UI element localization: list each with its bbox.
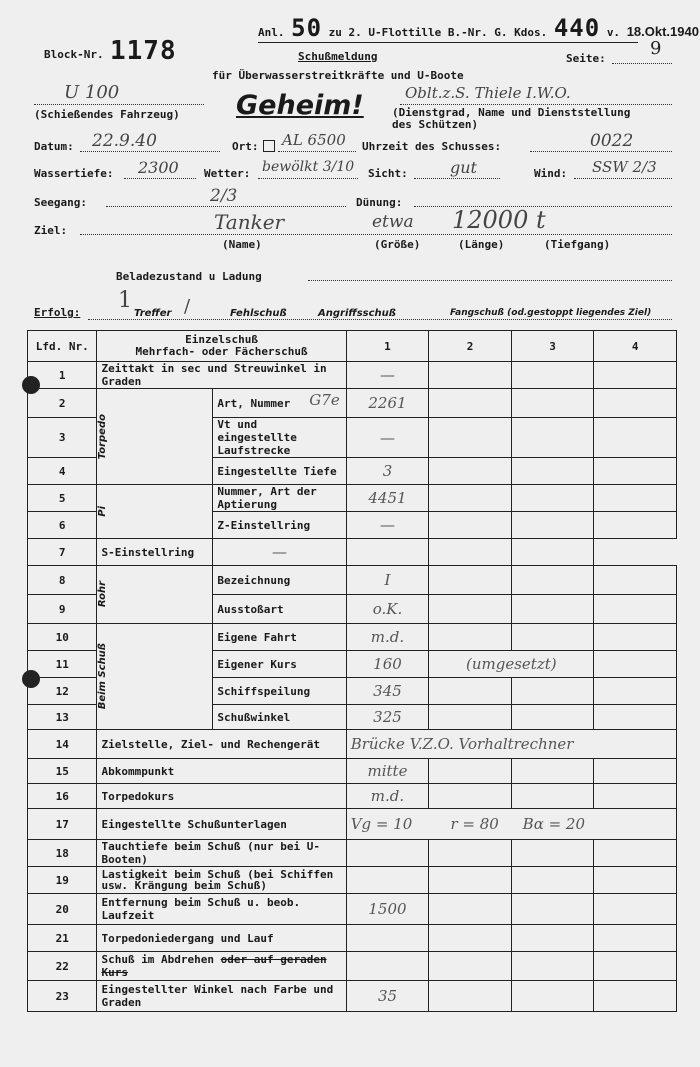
row-value-col-4 <box>594 651 677 678</box>
row-number: 7 <box>28 539 97 566</box>
row-label: Zielstelle, Ziel- und Rechengerät <box>97 730 346 759</box>
header-col-4: 4 <box>594 331 677 362</box>
table-row <box>28 840 677 867</box>
row-value-span: Vg = 10 r = 80 Bα = 20 <box>346 809 676 840</box>
sicht-value: gut <box>450 158 477 177</box>
row-value-col-1: 2261 <box>346 389 429 418</box>
table-row <box>28 485 677 512</box>
row-value-col-2 <box>429 840 512 867</box>
officer-dots <box>400 104 672 105</box>
row-value-col-1 <box>346 840 429 867</box>
header-col-2: 2 <box>429 331 512 362</box>
table-row <box>28 389 677 418</box>
ziel-laenge-value: 12000 t <box>452 206 546 234</box>
form-title: Schußmeldung <box>298 50 378 63</box>
row-value-col-2: (umgesetzt) <box>429 651 594 678</box>
row-label: Zeittakt in sec und Streuwinkel in Graden <box>97 362 346 389</box>
row-value-col-4 <box>594 389 677 418</box>
row-value-col-1: 35 <box>346 981 429 1012</box>
row-value-col-4 <box>594 512 677 539</box>
table-row <box>28 981 677 1012</box>
row-value-col-2 <box>429 458 512 485</box>
row-value-col-4 <box>594 894 677 925</box>
belade-label: Beladezustand u Ladung <box>116 270 262 283</box>
row-value-col-3 <box>511 925 594 952</box>
name-label: (Name) <box>222 238 262 251</box>
row-number: 21 <box>28 925 97 952</box>
row-value-col-4 <box>594 759 677 784</box>
shot-table <box>27 330 677 1012</box>
row-value-col-1: o.K. <box>346 595 429 624</box>
row-number: 17 <box>28 809 97 840</box>
table-row <box>28 784 677 809</box>
row-value-col-4 <box>594 867 677 894</box>
row-value-col-1: 1500 <box>346 894 429 925</box>
row-value-col-4 <box>594 458 677 485</box>
wind-label: Wind: <box>534 167 568 180</box>
row-value-col-3 <box>511 981 594 1012</box>
row-value-col-3 <box>511 840 594 867</box>
row-label: Torpedokurs <box>97 784 346 809</box>
row-value-col-1: 345 <box>346 678 429 705</box>
row-number: 8 <box>28 566 97 595</box>
row-value-col-1: m.d. <box>346 784 429 809</box>
row-value-col-3 <box>511 894 594 925</box>
group-torpedo <box>97 389 213 485</box>
header-rule <box>258 42 638 43</box>
sicht-dots <box>414 178 500 179</box>
table-row <box>28 624 677 651</box>
row-value-col-2 <box>429 512 512 539</box>
row-number: 3 <box>28 418 97 458</box>
row-value-col-4 <box>594 784 677 809</box>
row-label-part: Schuß im Abdrehen <box>101 953 221 966</box>
ziel-label: Ziel: <box>34 224 68 237</box>
table-row <box>28 952 677 981</box>
row-label: Art, Nummer G7e <box>213 389 346 418</box>
row-value-col-1 <box>346 925 429 952</box>
row-number: 9 <box>28 595 97 624</box>
row-value-col-3 <box>511 485 594 512</box>
row-value-col-1: 3 <box>346 458 429 485</box>
group-label: Beim Schuß <box>97 643 109 710</box>
row-number: 10 <box>28 624 97 651</box>
row-number: 11 <box>28 651 97 678</box>
wetter-dots <box>258 178 358 179</box>
ziel-groesse-value: etwa <box>372 212 414 232</box>
row-value-col-4 <box>594 485 677 512</box>
row-value-col-4 <box>594 678 677 705</box>
row-label: Z-Einstellring <box>213 512 346 539</box>
row-number: 5 <box>28 485 97 512</box>
row-value-col-2 <box>429 894 512 925</box>
row-label: Ausstoßart <box>213 595 346 624</box>
seegang-value: 2/3 <box>210 186 238 206</box>
header-desc-line2: Mehrfach- oder Fächerschuß <box>135 345 308 358</box>
table-row <box>28 867 677 894</box>
row-label-struck: oder auf geraden Kurs <box>101 953 327 979</box>
row-label: Eingestellte Schußunterlagen <box>97 809 346 840</box>
row-value-col-3 <box>511 418 594 458</box>
group-beim-schuss <box>97 624 213 730</box>
row-label: Vt und eingestellte Laufstrecke <box>213 418 346 458</box>
row-value-col-4 <box>594 981 677 1012</box>
ort-checkbox <box>263 140 275 152</box>
group-pi <box>97 485 213 539</box>
punch-hole-bottom <box>22 670 40 688</box>
row-value-col-4 <box>594 595 677 624</box>
row-value-col-4 <box>594 925 677 952</box>
row-value-col-3 <box>511 759 594 784</box>
duenung-label: Dünung: <box>356 196 403 209</box>
row-number: 20 <box>28 894 97 925</box>
erfolg-dots <box>88 319 672 320</box>
belade-dots <box>308 280 672 281</box>
row-value-col-3 <box>511 624 594 651</box>
table-row <box>28 925 677 952</box>
row-label: Eigene Fahrt <box>213 624 346 651</box>
group-label: Torpedo <box>97 413 109 460</box>
row-value-col-2 <box>429 595 512 624</box>
form-subtitle: für Überwasserstreitkräfte und U-Boote <box>212 69 464 82</box>
punch-hole-top <box>22 376 40 394</box>
wetter-value: bewölkt 3/10 <box>262 159 355 175</box>
row-value-col-1: m.d. <box>346 624 429 651</box>
boat-value: U 100 <box>64 82 120 103</box>
tiefgang-label: (Tiefgang) <box>544 238 611 251</box>
fang-label: Fangschuß (od.gestoppt liegendes Ziel) <box>450 308 652 318</box>
erfolg-mark-fehlschuss: / <box>184 296 191 317</box>
row-value-col-2 <box>346 539 429 566</box>
wassertiefe-label: Wassertiefe: <box>34 167 114 180</box>
datum-dots <box>80 151 220 152</box>
row-value-col-4 <box>594 840 677 867</box>
header-col-3: 3 <box>511 331 594 362</box>
row-label: Eingestellte Tiefe <box>213 458 346 485</box>
treffer-label: Treffer <box>134 308 172 319</box>
row-value-col-3 <box>511 952 594 981</box>
row-number: 23 <box>28 981 97 1012</box>
row-value-col-3 <box>429 539 512 566</box>
row-label: Nummer, Art der Aptierung <box>213 485 346 512</box>
row-number: 16 <box>28 784 97 809</box>
row-value-col-4 <box>511 539 594 566</box>
angriff-label: Angriffsschuß <box>318 308 396 319</box>
row-value-col-3 <box>511 389 594 418</box>
row-number: 4 <box>28 458 97 485</box>
wind-value: SSW 2/3 <box>592 158 657 176</box>
row-note: G7e <box>309 391 340 409</box>
row-label: Schußwinkel <box>213 705 346 730</box>
row-value-col-3 <box>511 595 594 624</box>
row-label: Eingestellter Winkel nach Farbe und Graden <box>97 981 346 1012</box>
secret-stamp: Geheim! <box>236 90 364 121</box>
row-value-col-2 <box>429 624 512 651</box>
erfolg-label: Erfolg: <box>34 306 81 319</box>
row-label: Torpedoniedergang und Lauf <box>97 925 346 952</box>
sicht-label: Sicht: <box>368 167 408 180</box>
row-value-col-3 <box>511 705 594 730</box>
wassertiefe-value: 2300 <box>138 158 179 177</box>
anl-line <box>258 14 699 42</box>
row-value-col-3 <box>511 784 594 809</box>
groesse-label: (Größe) <box>374 238 421 251</box>
row-value-col-3 <box>511 867 594 894</box>
row-value-col-4 <box>594 362 677 389</box>
row-value-col-1: 4451 <box>346 485 429 512</box>
wetter-label: Wetter: <box>204 167 251 180</box>
row-value-col-1: — <box>346 418 429 458</box>
row-number: 15 <box>28 759 97 784</box>
row-value-col-3 <box>511 362 594 389</box>
group-label: Rohr <box>97 581 109 608</box>
row-label: Entfernung beim Schuß u. beob. Laufzeit <box>97 894 346 925</box>
row-label: Abkommpunkt <box>97 759 346 784</box>
row-value-col-1: 325 <box>346 705 429 730</box>
row-number: 22 <box>28 952 97 981</box>
row-number: 12 <box>28 678 97 705</box>
row-label: Bezeichnung <box>213 566 346 595</box>
table-row <box>28 894 677 925</box>
header-date: 18.Okt.1940 <box>626 24 699 39</box>
row-value-col-1: — <box>346 362 429 389</box>
row-value-col-2 <box>429 759 512 784</box>
row-value-col-2 <box>429 678 512 705</box>
ort-value: AL 6500 <box>282 131 346 149</box>
row-number: 18 <box>28 840 97 867</box>
anl-mid: zu 2. U-Flottille B.-Nr. G. Kdos. <box>328 26 548 39</box>
table-row <box>28 730 677 759</box>
row-value-col-4 <box>594 705 677 730</box>
boat-dots <box>34 104 204 105</box>
row-value-col-3 <box>511 512 594 539</box>
fehlschuss-label: Fehlschuß <box>230 308 287 319</box>
header-nr: Lfd. Nr. <box>28 331 97 362</box>
ort-label: Ort: <box>232 140 259 153</box>
group-rohr <box>97 566 213 624</box>
header-col-1: 1 <box>346 331 429 362</box>
row-label: Tauchtiefe beim Schuß (nur bei U-Booten) <box>97 840 346 867</box>
row-value-col-1: mitte <box>346 759 429 784</box>
officer-label: (Dienstgrad, Name und Dienststellung des Schützen) <box>392 106 631 131</box>
row-value-col-3 <box>511 678 594 705</box>
row-value-col-2 <box>429 705 512 730</box>
row-value-span: Brücke V.Z.O. Vorhaltrechner <box>346 730 676 759</box>
uhrzeit-value: 0022 <box>590 131 634 151</box>
group-label: Pi <box>97 506 109 517</box>
erfolg-mark-treffer: 1 <box>118 288 132 313</box>
table-header-row <box>28 331 677 362</box>
row-value-col-1: — <box>346 512 429 539</box>
block-label: Block-Nr. <box>44 48 104 61</box>
table-row <box>28 759 677 784</box>
datum-value: 22.9.40 <box>92 131 157 151</box>
ziel-dots <box>80 234 672 235</box>
row-value-col-4 <box>594 624 677 651</box>
seite-dots <box>612 63 672 64</box>
boat-label: (Schießendes Fahrzeug) <box>34 108 180 121</box>
header-desc <box>97 331 346 362</box>
table-row <box>28 809 677 840</box>
anl-prefix: Anl. <box>258 26 285 39</box>
row-value-col-1 <box>346 867 429 894</box>
row-label: S-Einstellring <box>97 539 213 566</box>
laenge-label: (Länge) <box>458 238 505 251</box>
row-value-col-3 <box>511 458 594 485</box>
wind-dots <box>574 178 672 179</box>
uhrzeit-dots <box>530 151 672 152</box>
ziel-name-value: Tanker <box>214 210 285 234</box>
seite-value: 9 <box>650 38 662 59</box>
table-row <box>28 539 677 566</box>
row-value-col-4 <box>594 952 677 981</box>
anl-number: 50 <box>291 14 323 42</box>
row-value-col-2 <box>429 925 512 952</box>
row-value-col-2 <box>429 981 512 1012</box>
row-value-col-2 <box>429 784 512 809</box>
uhrzeit-label: Uhrzeit des Schusses: <box>362 140 502 153</box>
block-number: 1178 <box>110 36 177 66</box>
row-value-col-1: 160 <box>346 651 429 678</box>
row-value-col-3 <box>511 566 594 595</box>
row-value-col-2 <box>429 485 512 512</box>
datum-label: Datum: <box>34 140 74 153</box>
kdos-number: 440 <box>553 14 601 42</box>
row-number: 14 <box>28 730 97 759</box>
row-value-col-4 <box>594 418 677 458</box>
row-value-col-2 <box>429 418 512 458</box>
row-label: Lastigkeit beim Schuß (bei Schiffen usw. Krängung beim Schuß) <box>97 867 346 894</box>
row-number: 1 <box>28 362 97 389</box>
officer-value: Oblt.z.S. Thiele I.W.O. <box>405 84 571 102</box>
row-value-col-2 <box>429 362 512 389</box>
row-value-col-1: I <box>346 566 429 595</box>
table-row <box>28 362 677 389</box>
row-number: 6 <box>28 512 97 539</box>
row-label <box>97 952 346 981</box>
row-value-col-2 <box>429 952 512 981</box>
row-value-col-1 <box>346 952 429 981</box>
date-prefix: v. <box>606 26 621 39</box>
seite-label: Seite: <box>566 52 606 65</box>
row-number: 13 <box>28 705 97 730</box>
seegang-label: Seegang: <box>34 196 87 209</box>
row-value-col-1: — <box>213 539 346 566</box>
ort-dots <box>278 151 356 152</box>
row-value-col-4 <box>594 566 677 595</box>
row-number: 2 <box>28 389 97 418</box>
header-desc-line1: Einzelschuß <box>185 333 258 346</box>
wassertiefe-dots <box>124 178 196 179</box>
row-value-col-2 <box>429 566 512 595</box>
table-row <box>28 566 677 595</box>
row-value-col-2 <box>429 867 512 894</box>
seegang-dots <box>106 206 346 207</box>
row-value-col-2 <box>429 389 512 418</box>
row-label: Eigener Kurs <box>213 651 346 678</box>
row-number: 19 <box>28 867 97 894</box>
row-label: Schiffspeilung <box>213 678 346 705</box>
